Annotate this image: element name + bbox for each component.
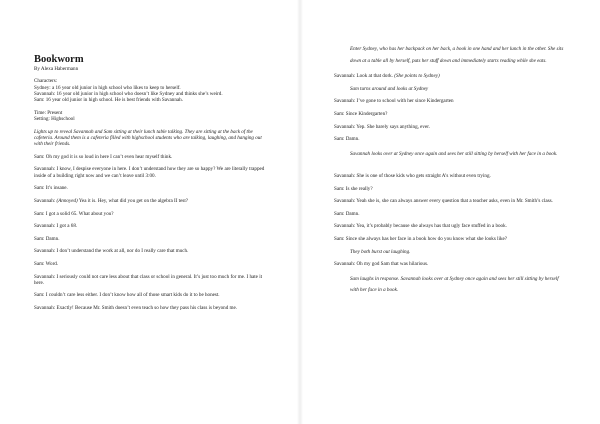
dialogue-line: Sam: Since she always has her face in a book how do you know what she looks like?: [334, 235, 508, 242]
stage-direction: Savannah looks over at Sydney once again and sees her still sitting by herself with her face in a book.: [350, 150, 558, 157]
speaker: Savannah:: [34, 197, 56, 204]
dialogue-line: Savannah: I seriously could not care less about that class or school in general. It’s just too much for me. I hate it here.: [34, 273, 263, 286]
dialogue-line: Savannah: I got a 68.: [34, 223, 78, 230]
time-line: Time: Present: [34, 109, 63, 116]
stage-direction: Sam laughs in response. Savannah looks over at Sydney once again and sees her still sitting by herself with her face in a book.: [350, 275, 559, 294]
character-sam: Sam: 16 year old junior in high school. He is best friends with Savannah.: [34, 97, 183, 104]
dialogue-line: Sam: Damn.: [334, 136, 360, 143]
parenthetical: (Annoyed): [56, 197, 78, 204]
dialogue-line: Sam: Oh my god it is so loud in here I can’t even hear myself think.: [34, 153, 173, 160]
line-text: Savannah: Look at that dork.: [334, 73, 393, 80]
line-text: Yea it is. Hey, what did you get on the algebra II test?: [78, 197, 189, 204]
dialogue-line: Sam: Since Kindergarten?: [334, 111, 388, 118]
dialogue-line: Savannah: Yep. She barely says anything, ever.: [334, 123, 430, 130]
dialogue-line: Savannah: Yea, it’s probably because she always has that ugly face stuffed in a book.: [334, 223, 507, 230]
dialogue-line: Savannah: I don’t understand the work at all, nor do I really care that much.: [34, 248, 189, 255]
stage-direction-enter: Enter Sydney, who has her backpack on her back, a book in one hand and her lunch in the other. She sits down at a table all by herself, puts her stuff down and immediately starts reading while she eats.: [350, 46, 564, 64]
dialogue-line: Sam: Word.: [34, 260, 59, 267]
setting-line: Setting: Highschool: [34, 116, 75, 123]
dialogue-line: Sam: I couldn’t care less either. I don’t know how all of those smart kids do it to be honest.: [34, 292, 220, 299]
dialogue-line: Savannah: She is one of those kids who gets straight A’s without even trying.: [334, 172, 491, 179]
parenthetical: (She points to Sydney): [394, 73, 440, 80]
dialogue-line: Savannah: Oh my god Sam that was hilarious.: [334, 261, 429, 268]
dialogue-line: Sam: Damn.: [334, 210, 360, 217]
dialogue-line: Savannah: Exactly! Because Mr. Smith doesn’t even teach so how they pass his class is beyond me.: [34, 304, 238, 311]
dialogue-line: Sam: Is she really?: [334, 185, 373, 192]
dialogue-line: Savannah: Yeah she is, she can always answer every question that a teacher asks, even in Mr. Smith’s class.: [334, 198, 553, 205]
dialogue-line: Sam: Damn.: [34, 235, 60, 242]
character-sydney: Sydney: a 16 year old junior in high school who likes to keep to herself.: [34, 84, 181, 91]
stage-direction-opening: Lights up to reveal Savannah and Sam sitting at their lunch table talking. They are sitting at the back of the cafeteria. Around them is a cafeteria filled with highschool students who are talking, laughing, and hanging out with their friends.: [34, 128, 262, 148]
characters-heading: Characters:: [34, 78, 58, 85]
left-column: [34, 54, 266, 311]
dialogue-line: Savannah: I’ve gone to school with her since Kindergarten: [334, 98, 454, 105]
dialogue-line: Savannah: I know, I despise everyone in here. I don’t understand how they are so happy? We are literally trapped inside of a building right now and we can’t leave until 3:00.: [34, 166, 265, 179]
stage-direction: Sam turns around and looks at Sydney: [350, 85, 429, 92]
page-gutter: [297, 0, 303, 424]
script-title: Bookworm: [34, 54, 84, 65]
character-savannah: Savannah: 16 year old junior in high school who doesn’t like Sydney and thinks she’s weird.: [34, 90, 223, 97]
stage-direction: They both burst out laughing.: [350, 248, 411, 255]
dialogue-line: Sam: I got a solid 65. What about you?: [34, 210, 114, 217]
byline: By Alexa Habermann: [34, 66, 79, 72]
dialogue-line: Sam: It’s insane.: [34, 185, 68, 192]
right-column: [334, 44, 566, 297]
